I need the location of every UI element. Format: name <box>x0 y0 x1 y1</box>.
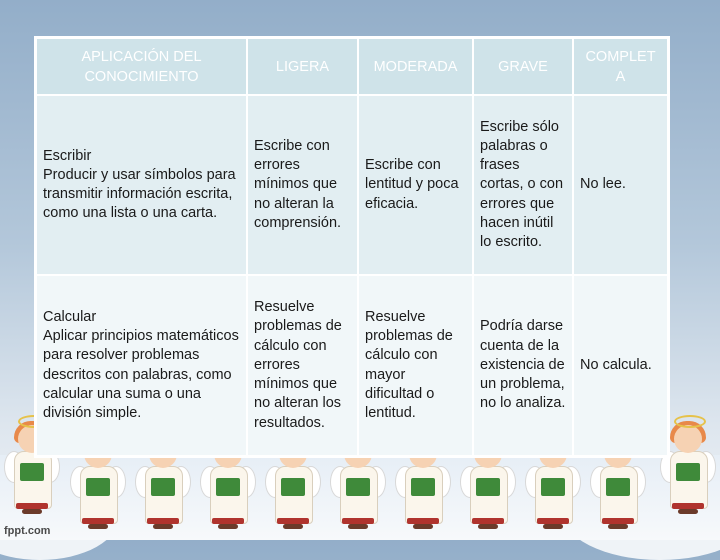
header-moderada: MODERADA <box>358 38 473 95</box>
table-row <box>36 275 668 456</box>
skill-name: Calcular <box>43 308 97 325</box>
table-row <box>36 95 668 275</box>
table-header-row <box>36 38 668 95</box>
skill-cell <box>36 275 247 456</box>
completa-cell: No calcula. <box>573 275 668 456</box>
skill-name: Escribir <box>43 147 92 164</box>
skill-description: Aplicar principios matemáticos para resolver problemas descritos con palabras, como calcular una suma o una división simple. <box>43 328 239 421</box>
header-ligera: LIGERA <box>247 38 358 95</box>
skill-cell <box>36 95 247 275</box>
grave-cell: Escribe sólo palabras o frases cortas, o con errores que hacen inútil lo escrito. <box>473 95 573 275</box>
moderada-cell: Escribe con lentitud y poca eficacia. <box>358 95 473 275</box>
header-application: APLICACIÓN DEL CONOCIMIENTO <box>36 38 247 95</box>
fppt-logo: fppt.com <box>4 525 51 537</box>
ligera-cell: Resuelve problemas de cálculo con errores mínimos que no alteran los resultados. <box>247 275 358 456</box>
skill-description: Producir y usar símbolos para transmitir información escrita, como una lista o una carta. <box>43 166 236 222</box>
disability-table <box>35 37 669 457</box>
completa-cell: No lee. <box>573 95 668 275</box>
moderada-cell: Resuelve problemas de cálculo con mayor dificultad o lentitud. <box>358 275 473 456</box>
header-grave: GRAVE <box>473 38 573 95</box>
ligera-cell: Escribe con errores mínimos que no alteran la comprensión. <box>247 95 358 275</box>
grave-cell: Podría darse cuenta de la existencia de un problema, no lo analiza. <box>473 275 573 456</box>
header-completa: COMPLETA <box>573 38 668 95</box>
